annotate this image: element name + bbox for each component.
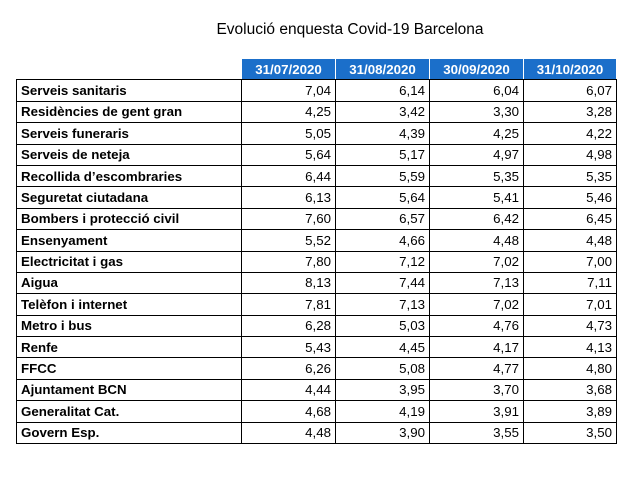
score-cell: 4,13 [524, 337, 617, 358]
score-cell: 4,25 [430, 123, 524, 144]
score-cell: 4,44 [242, 379, 336, 400]
score-cell: 3,30 [430, 101, 524, 122]
row-label: Bombers i protecció civil [17, 208, 242, 229]
row-label: Serveis funeraris [17, 123, 242, 144]
score-cell: 4,25 [242, 101, 336, 122]
table-row [17, 315, 617, 336]
score-cell: 6,42 [430, 208, 524, 229]
table-row [17, 230, 617, 251]
table-row [17, 208, 617, 229]
score-cell: 5,35 [430, 165, 524, 186]
score-cell: 6,57 [336, 208, 430, 229]
score-cell: 3,91 [430, 401, 524, 422]
row-label: Ensenyament [17, 230, 242, 251]
table-row [17, 294, 617, 315]
score-cell: 5,64 [336, 187, 430, 208]
score-cell: 4,98 [524, 144, 617, 165]
score-cell: 3,70 [430, 379, 524, 400]
row-label: Metro i bus [17, 315, 242, 336]
header-row [17, 59, 617, 80]
table-row [17, 337, 617, 358]
header-corner [17, 59, 242, 80]
table-row [17, 379, 617, 400]
table-title: Evolució enquesta Covid-19 Barcelona [216, 21, 484, 38]
score-cell: 7,02 [430, 294, 524, 315]
score-cell: 3,42 [336, 101, 430, 122]
score-cell: 7,13 [336, 294, 430, 315]
row-label: Serveis de neteja [17, 144, 242, 165]
score-cell: 5,08 [336, 358, 430, 379]
score-cell: 5,43 [242, 337, 336, 358]
score-cell: 4,73 [524, 315, 617, 336]
score-cell: 3,50 [524, 422, 617, 443]
score-cell: 5,41 [430, 187, 524, 208]
score-cell: 6,04 [430, 80, 524, 101]
score-cell: 6,07 [524, 80, 617, 101]
table-row [17, 144, 617, 165]
score-cell: 5,05 [242, 123, 336, 144]
row-label: Aigua [17, 272, 242, 293]
score-cell: 4,97 [430, 144, 524, 165]
score-cell: 6,44 [242, 165, 336, 186]
row-label: Residències de gent gran [17, 101, 242, 122]
row-label: Serveis sanitaris [17, 80, 242, 101]
table-body [17, 80, 617, 444]
row-label: Electricitat i gas [17, 251, 242, 272]
column-header-date: 31/10/2020 [524, 59, 617, 80]
score-cell: 5,64 [242, 144, 336, 165]
score-cell: 4,77 [430, 358, 524, 379]
score-cell: 6,28 [242, 315, 336, 336]
score-cell: 7,02 [430, 251, 524, 272]
score-cell: 5,59 [336, 165, 430, 186]
score-cell: 5,17 [336, 144, 430, 165]
score-cell: 7,80 [242, 251, 336, 272]
score-cell: 6,45 [524, 208, 617, 229]
score-cell: 7,11 [524, 272, 617, 293]
table-row [17, 251, 617, 272]
table-row [17, 272, 617, 293]
row-label: Govern Esp. [17, 422, 242, 443]
column-header-date: 31/07/2020 [242, 59, 336, 80]
score-cell: 8,13 [242, 272, 336, 293]
table-row [17, 165, 617, 186]
column-header-date: 31/08/2020 [336, 59, 430, 80]
score-cell: 3,90 [336, 422, 430, 443]
table-row [17, 401, 617, 422]
score-cell: 4,66 [336, 230, 430, 251]
score-cell: 3,95 [336, 379, 430, 400]
score-cell: 3,89 [524, 401, 617, 422]
row-label: FFCC [17, 358, 242, 379]
score-cell: 4,45 [336, 337, 430, 358]
score-cell: 4,19 [336, 401, 430, 422]
score-cell: 7,13 [430, 272, 524, 293]
score-cell: 4,68 [242, 401, 336, 422]
score-cell: 7,60 [242, 208, 336, 229]
table-row [17, 358, 617, 379]
table-row [17, 123, 617, 144]
score-cell: 3,55 [430, 422, 524, 443]
score-cell: 7,81 [242, 294, 336, 315]
score-cell: 5,03 [336, 315, 430, 336]
row-label: Recollida d’escombraries [17, 165, 242, 186]
row-label: Seguretat ciutadana [17, 187, 242, 208]
score-cell: 4,39 [336, 123, 430, 144]
score-cell: 4,17 [430, 337, 524, 358]
score-cell: 4,76 [430, 315, 524, 336]
table-row [17, 422, 617, 443]
score-cell: 4,80 [524, 358, 617, 379]
score-cell: 7,12 [336, 251, 430, 272]
score-cell: 7,01 [524, 294, 617, 315]
score-cell: 7,00 [524, 251, 617, 272]
column-header-date: 30/09/2020 [430, 59, 524, 80]
score-cell: 5,52 [242, 230, 336, 251]
score-cell: 4,48 [242, 422, 336, 443]
score-cell: 5,35 [524, 165, 617, 186]
score-cell: 5,46 [524, 187, 617, 208]
table-row [17, 80, 617, 101]
score-cell: 6,26 [242, 358, 336, 379]
row-label: Ajuntament BCN [17, 379, 242, 400]
score-cell: 3,68 [524, 379, 617, 400]
score-cell: 4,48 [430, 230, 524, 251]
row-label: Renfe [17, 337, 242, 358]
row-label: Generalitat Cat. [17, 401, 242, 422]
score-cell: 3,28 [524, 101, 617, 122]
score-cell: 7,04 [242, 80, 336, 101]
score-cell: 7,44 [336, 272, 430, 293]
table-row [17, 101, 617, 122]
score-cell: 4,22 [524, 123, 617, 144]
score-cell: 4,48 [524, 230, 617, 251]
row-label: Telèfon i internet [17, 294, 242, 315]
survey-table [16, 58, 617, 444]
score-cell: 6,14 [336, 80, 430, 101]
table-row [17, 187, 617, 208]
score-cell: 6,13 [242, 187, 336, 208]
